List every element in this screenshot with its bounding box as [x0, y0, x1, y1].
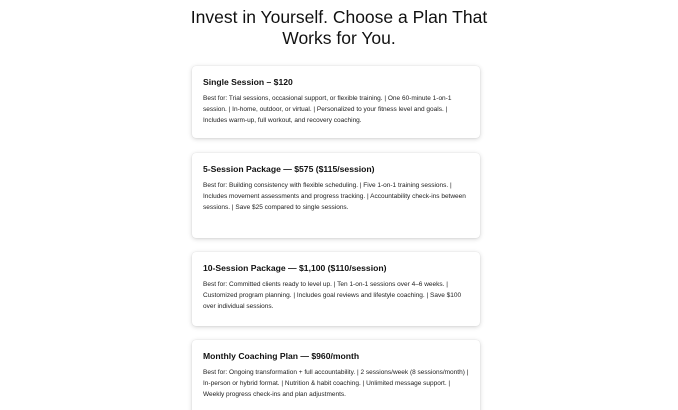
- plan-title: 5-Session Package — $575 ($115/session): [203, 164, 375, 174]
- plan-description: Best for: Ongoing transformation + full accountability. | 2 sessions/week (8 sessions/month) | In-person or hybrid format. | Nutrition & habit coaching. | Unlimited message support. | Weekly progress check-ins and plan adjustments.: [203, 369, 469, 398]
- plan-card-single-session: [192, 66, 480, 138]
- plan-description: Best for: Committed clients ready to level up. | Ten 1-on-1 sessions over 4–6 weeks. | Customized program planning. | Includes goal reviews and lifestyle coaching. | Save $100 over individual sessions.: [203, 281, 462, 310]
- plan-card-monthly-coaching: [192, 340, 480, 410]
- plan-card-5-session-package: [192, 153, 480, 238]
- plan-title: 10-Session Package — $1,100 ($110/session): [203, 263, 387, 273]
- plan-card-10-session-package: [192, 252, 480, 326]
- plan-title: Monthly Coaching Plan — $960/month: [203, 351, 360, 361]
- page-title-line-2: Works for You.: [282, 28, 396, 48]
- page-title: [0, 7, 678, 49]
- page-title-line-1: Invest in Yourself. Choose a Plan That: [190, 7, 488, 27]
- plan-description: Best for: Building consistency with flexible scheduling. | Five 1-on-1 training sessions. | Includes movement assessments and progress tracking. | Accountability check-ins between sessions. | Save $25 compared to single sessions.: [203, 182, 466, 211]
- plan-description: Best for: Trial sessions, occasional support, or flexible training. | One 60-minute 1-on-1 session. | In-home, outdoor, or virtual. | Personalized to your fitness level and goals. | Includes warm-up, full workout, and recovery coaching.: [203, 95, 452, 124]
- plan-title: Single Session – $120: [203, 77, 293, 87]
